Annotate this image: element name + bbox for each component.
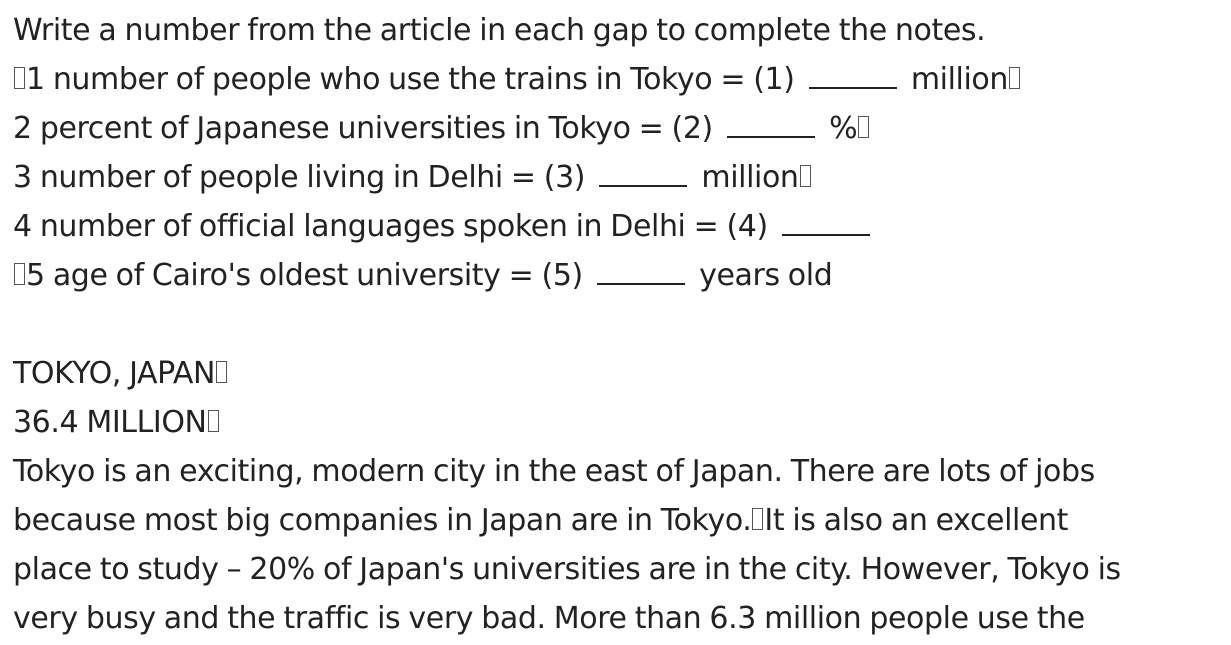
article-line-3-text: place to study – 20% of Japan's universities are in the city. However, Tokyo is	[13, 552, 1121, 587]
note-1	[13, 55, 1219, 104]
spacer	[13, 300, 1219, 349]
article-line-2a-text: because most big companies in Japan are in Tokyo.	[13, 503, 752, 538]
answer-gap-2[interactable]	[727, 106, 815, 138]
missing-glyph-icon	[208, 410, 219, 432]
article-line-4	[13, 594, 1219, 643]
article-line-4-text: very busy and the traffic is very bad. More than 6.3 million people use the	[13, 601, 1085, 636]
missing-glyph-icon	[1009, 67, 1020, 89]
note-4-prefix: 4 number of official languages spoken in Delhi = (4)	[13, 209, 768, 244]
missing-glyph-icon	[800, 165, 811, 187]
missing-glyph-icon	[14, 67, 25, 89]
instructions-text: Write a number from the article in each gap to complete the notes.	[13, 13, 986, 48]
note-1-prefix: 1 number of people who use the trains in Tokyo = (1)	[26, 62, 795, 97]
note-2-suffix: %	[829, 111, 858, 146]
article-line-2	[13, 496, 1219, 545]
note-2	[13, 104, 1219, 153]
note-1-suffix: million	[910, 62, 1008, 97]
article-line-2b-text: It is also an excellent	[764, 503, 1069, 538]
note-5-suffix: years old	[699, 258, 833, 293]
missing-glyph-icon	[14, 263, 25, 285]
note-4	[13, 202, 1219, 251]
answer-gap-1[interactable]	[809, 57, 897, 89]
note-3-suffix: million	[701, 160, 799, 195]
instructions	[13, 6, 1219, 55]
answer-gap-5[interactable]	[597, 253, 685, 285]
article-line-3	[13, 545, 1219, 594]
note-2-prefix: 2 percent of Japanese universities in Tokyo = (2)	[13, 111, 713, 146]
note-3	[13, 153, 1219, 202]
answer-gap-4[interactable]	[782, 204, 870, 236]
note-3-prefix: 3 number of people living in Delhi = (3)	[13, 160, 586, 195]
city-heading	[13, 349, 1219, 398]
article-line-1	[13, 447, 1219, 496]
missing-glyph-icon	[752, 508, 763, 530]
population-text: 36.4 MILLION	[13, 405, 207, 440]
note-5	[13, 251, 1219, 300]
answer-gap-3[interactable]	[599, 155, 687, 187]
missing-glyph-icon	[216, 361, 227, 383]
article-line-1-text: Tokyo is an exciting, modern city in the east of Japan. There are lots of jobs	[13, 454, 1095, 489]
missing-glyph-icon	[858, 116, 869, 138]
population	[13, 398, 1219, 447]
city-heading-text: TOKYO, JAPAN	[13, 356, 216, 391]
note-5-prefix: 5 age of Cairo's oldest university = (5)	[26, 258, 583, 293]
